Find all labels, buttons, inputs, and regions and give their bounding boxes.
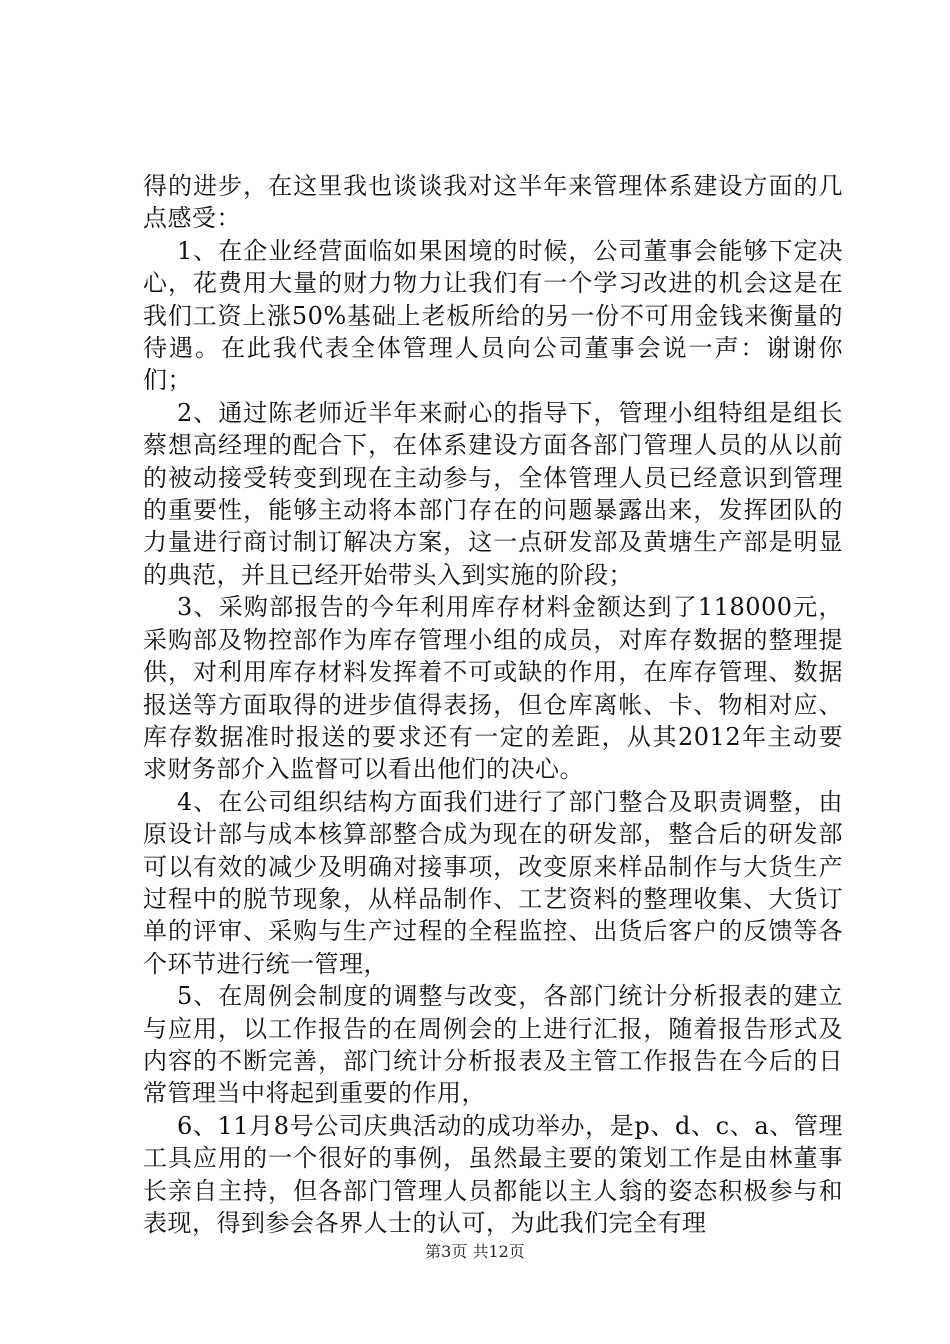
paragraph-point-4: 4、在公司组织结构方面我们进行了部门整合及职责调整，由原设计部与成本核算部整合成为现在的研发部，整合后的研发部可以有效的减少及明确对接事项，改变原来样品制作与大货生产过程中的脱节现象，从样品制作、工艺资料的整理收集、大货订单的评审、采购与生产过程的全程监控、出货后客户的反馈等各个环节进行统一管理，: [143, 787, 843, 978]
paragraph-point-6: 6、11月8号公司庆典活动的成功举办，是p、d、c、a、管理工具应用的一个很好的事例，虽然最主要的策划工作是由林董事长亲自主持，但各部门管理人员都能以主人翁的姿态积极参与和表现，得到参会各界人士的认可，为此我们完全有理: [143, 1111, 843, 1237]
page-number-label: 第3页 共12页: [425, 1242, 525, 1261]
paragraph-point-1: 1、在企业经营面临如果困境的时候，公司董事会能够下定决心，花费用大量的财力物力让我们有一个学习改进的机会这是在我们工资上涨50%基础上老板所给的另一份不可用金钱来衡量的待遇。在此我代表全体管理人员向公司董事会说一声：谢谢你们；: [143, 236, 843, 395]
paragraph-point-5: 5、在周例会制度的调整与改变，各部门统计分析报表的建立与应用，以工作报告的在周例会的上进行汇报，随着报告形式及内容的不断完善，部门统计分析报表及主管工作报告在今后的日常管理当中将起到重要的作用，: [143, 982, 843, 1108]
paragraph-point-3: 3、采购部报告的今年利用库存材料金额达到了118000元，采购部及物控部作为库存管理小组的成员，对库存数据的整理提供，对利用库存材料发挥着不可或缺的作用，在库存管理、数据报送等方面取得的进步值得表扬，但仓库离帐、卡、物相对应、库存数据准时报送的要求还有一定的差距，从其2012年主动要求财务部介入监督可以看出他们的决心。: [143, 593, 843, 784]
paragraph-intro: 得的进步，在这里我也谈谈我对这半年来管理体系建设方面的几点感受：: [143, 172, 843, 233]
page-footer: [0, 1242, 950, 1262]
document-body: [143, 170, 843, 1239]
paragraph-point-2: 2、通过陈老师近半年来耐心的指导下，管理小组特组是组长蔡想高经理的配合下，在体系建设方面各部门管理人员的从以前的被动接受转变到现在主动参与，全体管理人员已经意识到管理的重要性，能够主动将本部门存在的问题暴露出来，发挥团队的力量进行商讨制订解决方案，这一点研发部及黄塘生产部是明显的典范，并且已经开始带头入到实施的阶段；: [143, 398, 843, 589]
